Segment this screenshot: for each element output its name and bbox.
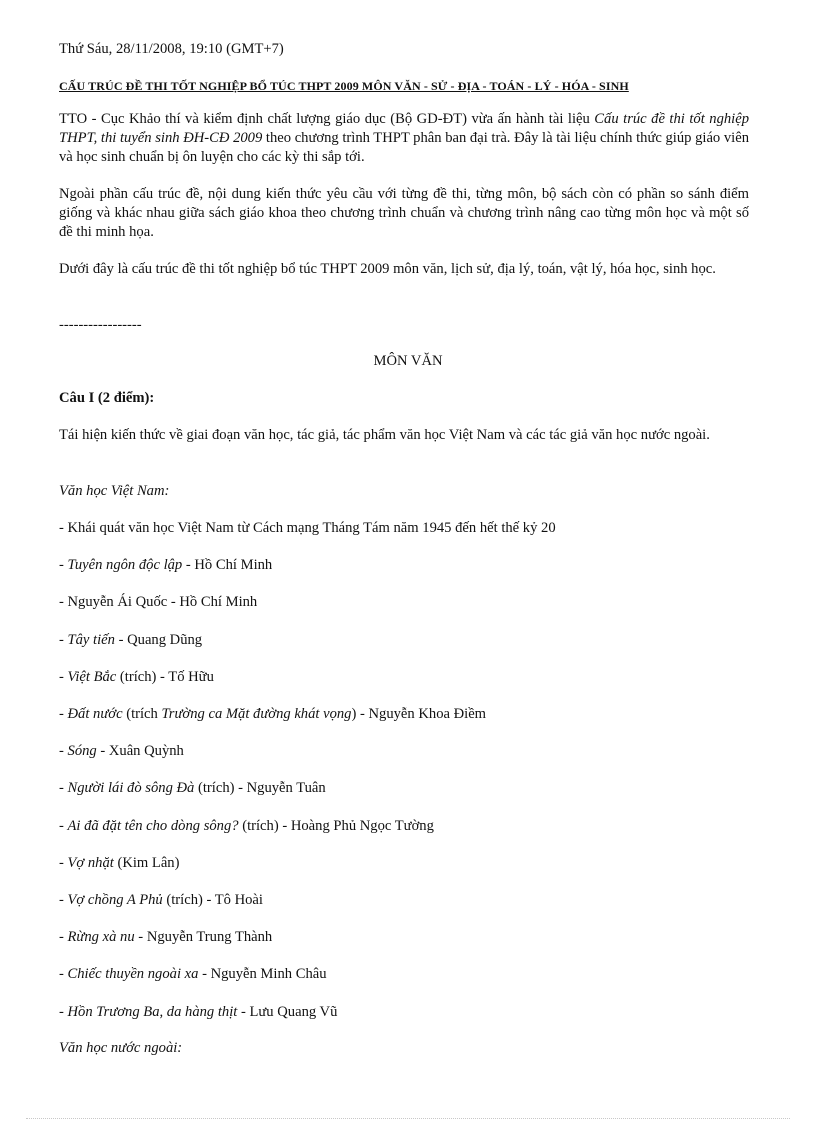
list-item-italic: Tuyên ngôn độc lập — [67, 557, 183, 573]
list-item-rest: - Nguyễn Trung Thành — [134, 929, 273, 945]
intro-p1-text-b: theo chương trình THPT phân ban đại trà. Đây là tài liệu chính thức giúp giáo viên và học sinh chuẩn bị ôn luyện cho các kỳ thi sắp tới. — [59, 130, 749, 165]
question-heading: Câu I (2 điểm): — [59, 390, 155, 406]
list-item-rest: - Nguyễn Minh Châu — [198, 966, 327, 982]
list-item-rest: - Xuân Quỳnh — [96, 743, 184, 759]
list-item-rest: Nguyễn Ái Quốc - Hồ Chí Minh — [67, 594, 258, 610]
list-item-italic: Hồn Trương Ba, da hàng thịt — [67, 1004, 238, 1020]
intro-p1-document-title: Cấu trúc đề thi tốt nghiệp THPT, thi tuyển sinh ĐH-CĐ 2009 — [59, 111, 749, 146]
list-item-prefix: - — [59, 743, 68, 759]
list-item-prefix: - — [59, 855, 68, 871]
list-item — [59, 1003, 749, 1022]
list-item-italic: Việt Bắc — [67, 669, 117, 685]
list-item — [59, 705, 749, 724]
list-item-italic: Người lái đò sông Đà — [67, 780, 195, 796]
list-item-rest: - Lưu Quang Vũ — [237, 1004, 338, 1020]
list-item-italic: Rừng xà nu — [67, 929, 135, 945]
list-item-rest: (trích) - Nguyễn Tuân — [194, 780, 326, 796]
foreign-literature-label-text: Văn học nước ngoài: — [59, 1040, 183, 1056]
list-item-prefix: - — [59, 966, 68, 982]
list-item-prefix: - — [59, 780, 68, 796]
section-heading: MÔN VĂN — [373, 353, 443, 369]
list-item — [59, 631, 749, 650]
list-item — [59, 779, 749, 798]
list-item-italic: Tây tiến — [67, 632, 115, 648]
list-item-rest: Khái quát văn học Việt Nam từ Cách mạng Tháng Tám năm 1945 đến hết thế kỷ 20 — [67, 520, 556, 536]
vietnam-literature-label-text: Văn học Việt Nam: — [59, 483, 170, 499]
list-item — [59, 891, 749, 910]
list-item-rest-2: ) - Nguyễn Khoa Điềm — [351, 706, 487, 722]
list-item — [59, 668, 749, 687]
list-item-rest: (trích) - Hoàng Phủ Ngọc Tường — [238, 818, 434, 834]
intro-paragraph-3: Dưới đây là cấu trúc đề thi tốt nghiệp bổ túc THPT 2009 môn văn, lịch sử, địa lý, toán, vật lý, hóa học, sinh học. — [59, 261, 716, 277]
list-item-rest: - Hồ Chí Minh — [182, 557, 273, 573]
foreign-literature-label — [59, 1039, 749, 1058]
separator-line: ----------------- — [59, 317, 142, 333]
list-item — [59, 742, 749, 761]
list-item-italic: Vợ nhặt — [67, 855, 114, 871]
list-item-italic: Sóng — [67, 743, 97, 759]
list-item-rest: - Quang Dũng — [114, 632, 203, 648]
list-item — [59, 556, 749, 575]
intro-p1-text-a: TTO - Cục Khảo thí và kiểm định chất lượng giáo dục (Bộ GD-ĐT) vừa ấn hành tài liệu — [59, 111, 595, 127]
list-item-prefix: - — [59, 520, 68, 536]
list-item-italic: Ai đã đặt tên cho dòng sông? — [67, 818, 239, 834]
vietnam-literature-label — [59, 482, 749, 501]
list-item — [59, 519, 749, 538]
list-item-prefix: - — [59, 594, 68, 610]
list-item-rest: (trích) - Tô Hoài — [162, 892, 263, 908]
article-title: CẤU TRÚC ĐỀ THI TỐT NGHIỆP BỔ TÚC THPT 2009 MÔN VĂN - SỬ - ĐỊA - TOÁN - LÝ - HÓA - SINH — [59, 79, 629, 93]
list-item-prefix: - — [59, 929, 68, 945]
list-item — [59, 965, 749, 984]
intro-paragraph-2: Ngoài phần cấu trúc đề, nội dung kiến thức yêu cầu với từng đề thi, từng môn, bộ sách còn có phần so sánh điểm giống và khác nhau giữa sách giáo khoa theo chương trình chuẩn và chương trình nâng cao từng môn học và một số đề thi minh họa. — [59, 186, 749, 240]
list-item-prefix: - — [59, 892, 68, 908]
list-item-rest: (Kim Lân) — [113, 855, 180, 871]
list-item-prefix: - — [59, 557, 68, 573]
list-item-prefix: - — [59, 1004, 68, 1020]
article-datetime: Thứ Sáu, 28/11/2008, 19:10 (GMT+7) — [59, 41, 284, 57]
list-item — [59, 854, 749, 873]
list-item-italic: Vợ chồng A Phủ — [67, 892, 163, 908]
list-item-rest: (trích) - Tố Hữu — [116, 669, 214, 685]
intro-paragraph-1 — [59, 110, 749, 167]
list-item-prefix: - — [59, 818, 68, 834]
list-item-prefix: - — [59, 632, 68, 648]
list-item — [59, 593, 749, 612]
question-description: Tái hiện kiến thức về giai đoạn văn học, tác giả, tác phẩm văn học Việt Nam và các tác giả văn học nước ngoài. — [59, 427, 710, 443]
list-item-italic-2: Trường ca Mặt đường khát vọng — [161, 706, 352, 722]
list-item-prefix: - — [59, 669, 68, 685]
list-item-prefix: - — [59, 706, 68, 722]
list-item-italic: Chiếc thuyền ngoài xa — [67, 966, 199, 982]
page-bottom-border — [26, 1118, 790, 1119]
list-item-italic: Đất nước — [67, 706, 123, 722]
list-item — [59, 928, 749, 947]
list-item — [59, 817, 749, 836]
list-item-rest: (trích — [122, 706, 162, 722]
